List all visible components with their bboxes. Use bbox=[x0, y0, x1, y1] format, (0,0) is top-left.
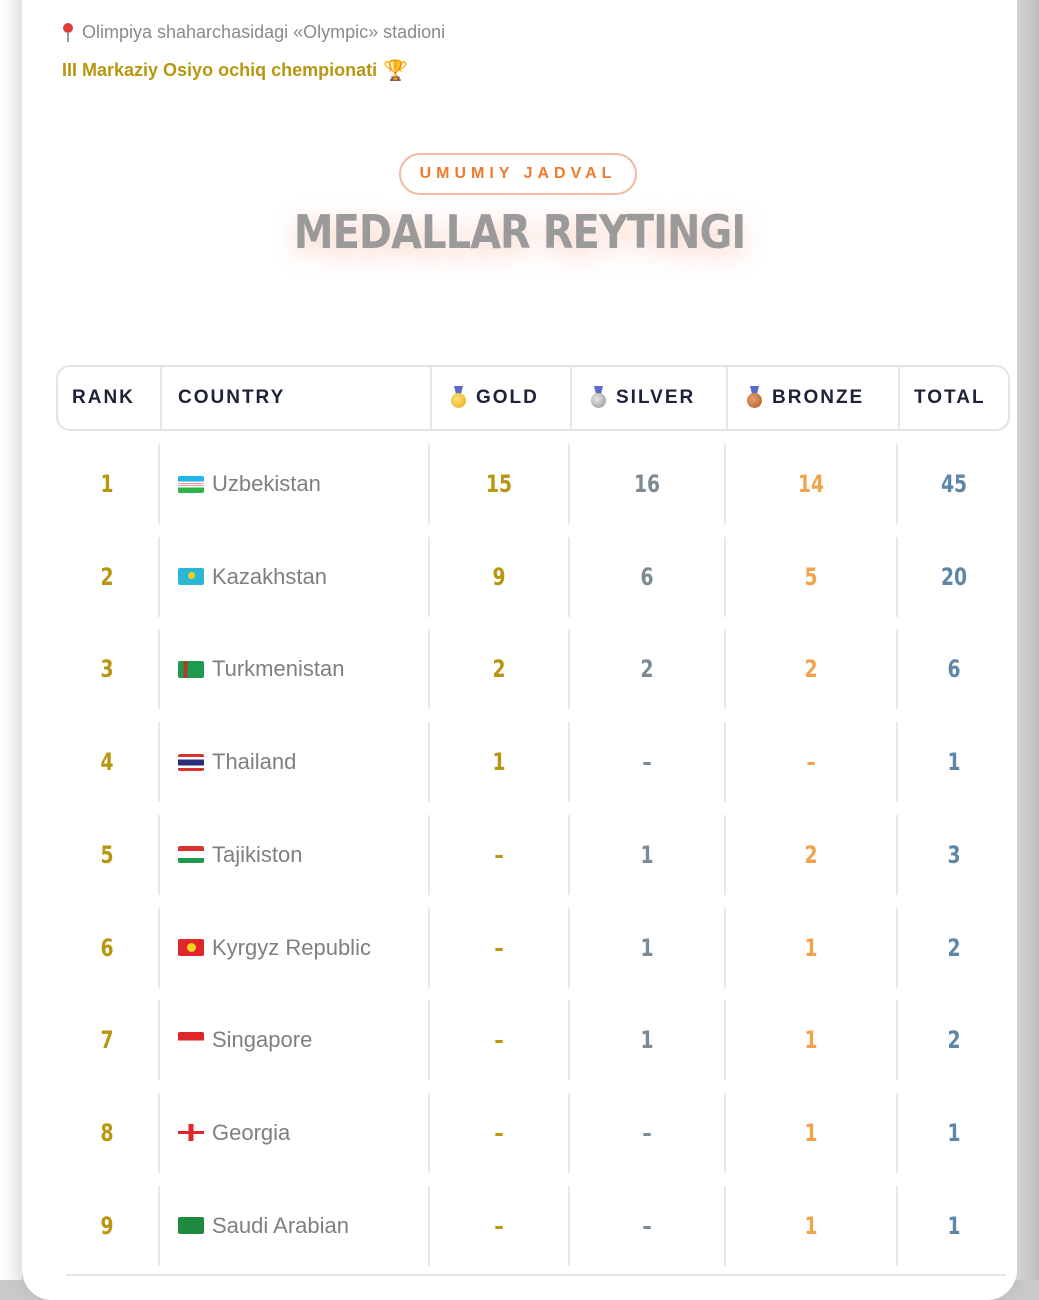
column-header-gold bbox=[451, 367, 539, 429]
column-divider bbox=[428, 1186, 430, 1266]
country-cell bbox=[178, 1186, 428, 1266]
trophy-icon: 🏆 bbox=[383, 60, 408, 82]
total-cell: 3 bbox=[947, 840, 961, 869]
flag-tj-icon bbox=[178, 846, 204, 863]
column-divider bbox=[428, 1000, 430, 1080]
total-cell: 20 bbox=[940, 562, 968, 591]
bronze-cell: 1 bbox=[804, 1026, 818, 1055]
column-divider bbox=[158, 1093, 160, 1173]
table-row bbox=[56, 1186, 1010, 1266]
bronze-medal-icon bbox=[747, 386, 762, 410]
flag-sg-icon bbox=[178, 1032, 204, 1049]
column-header-bronze-label: BRONZE bbox=[772, 387, 865, 408]
column-divider bbox=[896, 1093, 898, 1173]
column-divider bbox=[724, 815, 726, 895]
column-divider bbox=[428, 815, 430, 895]
column-header-country: COUNTRY bbox=[178, 387, 286, 408]
country-name: Uzbekistan bbox=[212, 471, 321, 496]
rank-cell: 5 bbox=[100, 840, 114, 869]
venue-line bbox=[62, 22, 445, 43]
table-row bbox=[56, 1093, 1010, 1173]
table-row bbox=[56, 444, 1010, 524]
rank-cell: 7 bbox=[100, 1026, 114, 1055]
column-divider bbox=[568, 815, 570, 895]
table-bottom-divider bbox=[66, 1274, 1006, 1276]
table-row bbox=[56, 722, 1010, 802]
bronze-cell: 1 bbox=[804, 1118, 818, 1147]
column-divider bbox=[568, 1093, 570, 1173]
total-cell: 1 bbox=[947, 1211, 961, 1240]
column-divider bbox=[568, 537, 570, 617]
column-divider bbox=[158, 537, 160, 617]
bronze-cell: 1 bbox=[804, 1211, 818, 1240]
location-pin-icon bbox=[62, 23, 74, 43]
country-cell bbox=[178, 537, 428, 617]
column-divider bbox=[898, 367, 900, 429]
country-cell bbox=[178, 1000, 428, 1080]
rank-cell: 3 bbox=[100, 655, 114, 684]
country-cell bbox=[178, 629, 428, 709]
table-row bbox=[56, 537, 1010, 617]
column-divider bbox=[724, 1186, 726, 1266]
gold-cell: – bbox=[494, 1026, 504, 1055]
column-divider bbox=[568, 444, 570, 524]
flag-kz-icon bbox=[178, 568, 204, 585]
column-divider bbox=[724, 1093, 726, 1173]
bronze-cell: 2 bbox=[804, 655, 818, 684]
column-divider bbox=[896, 815, 898, 895]
total-cell: 45 bbox=[940, 470, 968, 498]
column-divider bbox=[428, 444, 430, 524]
table-row bbox=[56, 908, 1010, 988]
total-cell: 2 bbox=[947, 933, 961, 962]
country-name: Tajikiston bbox=[212, 841, 303, 867]
silver-cell: 6 bbox=[640, 562, 654, 591]
column-divider bbox=[568, 1000, 570, 1080]
column-divider bbox=[428, 629, 430, 709]
column-divider bbox=[896, 629, 898, 709]
column-divider bbox=[896, 537, 898, 617]
country-name: Saudi Arabian bbox=[212, 1212, 349, 1238]
rank-cell: 9 bbox=[100, 1211, 114, 1240]
page-title: MEDALLAR REYTINGI bbox=[293, 206, 746, 260]
column-divider bbox=[896, 1000, 898, 1080]
bronze-cell: 14 bbox=[797, 470, 825, 498]
country-cell bbox=[178, 815, 428, 895]
gold-cell: – bbox=[494, 933, 504, 962]
table-row bbox=[56, 629, 1010, 709]
bronze-cell: 5 bbox=[804, 562, 818, 591]
championship-line bbox=[62, 58, 408, 83]
silver-cell: 2 bbox=[640, 655, 654, 684]
gold-cell: – bbox=[494, 1118, 504, 1147]
column-divider bbox=[896, 444, 898, 524]
column-header-silver bbox=[591, 367, 695, 429]
silver-cell: 1 bbox=[640, 1026, 654, 1055]
gold-cell: 2 bbox=[492, 655, 506, 684]
gold-cell: – bbox=[494, 840, 504, 869]
column-header-rank: RANK bbox=[72, 387, 135, 408]
silver-cell: 1 bbox=[640, 840, 654, 869]
silver-cell: – bbox=[642, 1211, 652, 1240]
column-divider bbox=[428, 1093, 430, 1173]
country-cell bbox=[178, 444, 428, 524]
column-divider bbox=[158, 1000, 160, 1080]
column-divider bbox=[428, 722, 430, 802]
table-row bbox=[56, 815, 1010, 895]
venue-text: Olimpiya shaharchasidagi «Olympic» stadioni bbox=[82, 22, 446, 42]
column-divider bbox=[570, 367, 572, 429]
column-divider bbox=[568, 629, 570, 709]
country-cell bbox=[178, 722, 428, 802]
flag-sa-icon bbox=[178, 1217, 204, 1234]
silver-medal-icon bbox=[591, 386, 606, 410]
total-cell: 2 bbox=[947, 1026, 961, 1055]
column-header-gold-label: GOLD bbox=[476, 387, 539, 408]
country-name: Georgia bbox=[212, 1119, 291, 1145]
column-divider bbox=[158, 815, 160, 895]
column-divider bbox=[726, 367, 728, 429]
rank-cell: 8 bbox=[100, 1118, 114, 1147]
column-divider bbox=[430, 367, 432, 429]
rank-cell: 1 bbox=[100, 470, 114, 498]
rank-cell: 2 bbox=[100, 562, 114, 591]
section-badge: UMUMIY JADVAL bbox=[399, 153, 637, 195]
flag-th-icon bbox=[178, 754, 204, 771]
column-header-bronze bbox=[747, 367, 864, 429]
country-name: Turkmenistan bbox=[212, 656, 345, 682]
column-divider bbox=[160, 367, 162, 429]
column-divider bbox=[428, 908, 430, 988]
total-cell: 6 bbox=[947, 655, 961, 684]
gold-cell: 1 bbox=[492, 748, 506, 777]
column-divider bbox=[568, 722, 570, 802]
column-header-total: TOTAL bbox=[914, 387, 986, 408]
column-divider bbox=[724, 908, 726, 988]
country-name: Kyrgyz Republic bbox=[212, 934, 371, 960]
column-divider bbox=[158, 629, 160, 709]
column-divider bbox=[724, 722, 726, 802]
table-row bbox=[56, 1000, 1010, 1080]
column-divider bbox=[158, 722, 160, 802]
flag-ge-icon bbox=[178, 1124, 204, 1141]
background-right bbox=[1015, 0, 1039, 1280]
rank-cell: 4 bbox=[100, 748, 114, 777]
country-name: Kazakhstan bbox=[212, 563, 327, 589]
championship-text: III Markaziy Osiyo ochiq chempionati bbox=[62, 60, 378, 80]
medal-table-card bbox=[22, 0, 1017, 1300]
column-divider bbox=[896, 722, 898, 802]
country-cell bbox=[178, 1093, 428, 1173]
flag-uz-icon bbox=[178, 476, 204, 493]
country-name: Singapore bbox=[212, 1027, 313, 1053]
bronze-cell: – bbox=[806, 748, 816, 777]
column-divider bbox=[724, 537, 726, 617]
column-divider bbox=[724, 1000, 726, 1080]
flag-kg-icon bbox=[178, 939, 204, 956]
table-header bbox=[56, 365, 1010, 431]
background-left bbox=[0, 0, 22, 1280]
gold-cell: – bbox=[494, 1211, 504, 1240]
silver-cell: – bbox=[642, 1118, 652, 1147]
country-cell bbox=[178, 908, 428, 988]
column-header-silver-label: SILVER bbox=[616, 387, 696, 408]
rank-cell: 6 bbox=[100, 933, 114, 962]
column-divider bbox=[568, 908, 570, 988]
column-divider bbox=[568, 1186, 570, 1266]
column-divider bbox=[158, 908, 160, 988]
column-divider bbox=[158, 444, 160, 524]
total-cell: 1 bbox=[947, 748, 961, 777]
gold-cell: 9 bbox=[492, 562, 506, 591]
silver-cell: – bbox=[642, 748, 652, 777]
column-divider bbox=[724, 629, 726, 709]
column-divider bbox=[896, 908, 898, 988]
silver-cell: 1 bbox=[640, 933, 654, 962]
silver-cell: 16 bbox=[633, 470, 661, 498]
total-cell: 1 bbox=[947, 1118, 961, 1147]
column-divider bbox=[428, 537, 430, 617]
bronze-cell: 2 bbox=[804, 840, 818, 869]
column-divider bbox=[896, 1186, 898, 1266]
column-divider bbox=[158, 1186, 160, 1266]
bronze-cell: 1 bbox=[804, 933, 818, 962]
country-name: Thailand bbox=[212, 749, 297, 775]
gold-medal-icon bbox=[451, 386, 466, 410]
flag-tm-icon bbox=[178, 661, 204, 678]
gold-cell: 15 bbox=[485, 470, 513, 498]
column-divider bbox=[724, 444, 726, 524]
